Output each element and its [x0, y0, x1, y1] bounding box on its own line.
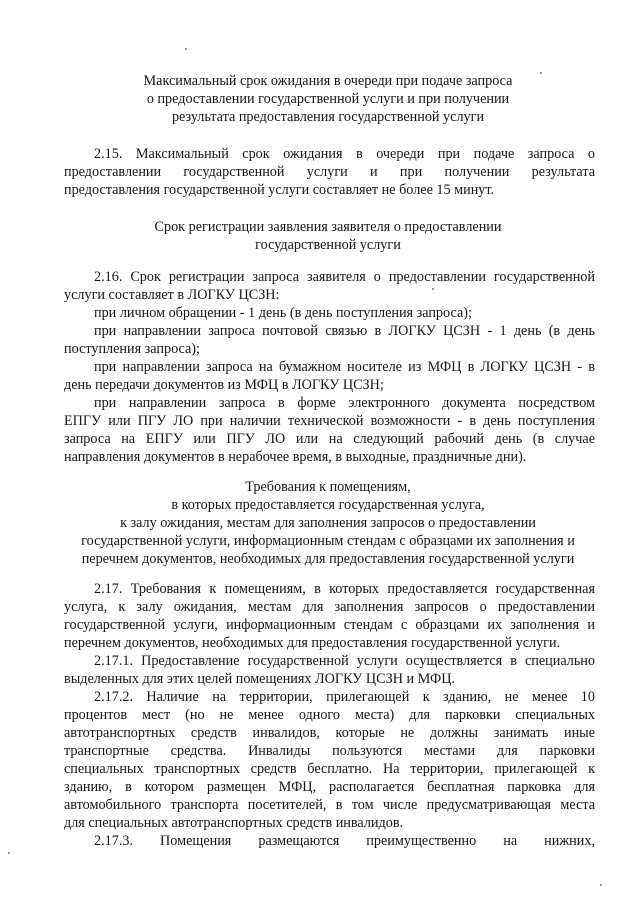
heading-line: государственной услуги, информационным стендам с образцами их заполнения и	[81, 533, 575, 549]
list-item-electronic-request	[64, 394, 595, 466]
paragraph-line: при направлении запроса на бумажном носителе из МФЦ в ЛОГКУ ЦСЗН - в	[94, 359, 595, 375]
paragraph-line: процентов мест (но не менее одного места) для парковки специальных	[64, 707, 595, 723]
paragraph-line: 2.17. Требования к помещениям, в которых предоставляется государственная	[94, 581, 595, 597]
scan-speck	[8, 852, 10, 854]
paragraph-2-16	[64, 268, 595, 304]
paragraph-line: при личном обращении - 1 день (в день поступления запроса);	[94, 305, 472, 321]
heading-line: государственной услуги	[255, 237, 401, 253]
heading-line: Максимальный срок ожидания в очереди при подаче запроса	[143, 73, 513, 89]
paragraph-line: услуги составляет в ЛОГКУ ЦСЗН:	[64, 287, 280, 303]
scan-speck	[540, 72, 542, 74]
heading-line: результата предоставления государственной услуги	[171, 109, 485, 125]
list-item-postal-request	[64, 322, 595, 358]
paragraph-line: поступления запроса);	[64, 341, 200, 357]
paragraph-line: автомобильного транспорта посетителей, в том числе предусматривающая места	[64, 797, 595, 813]
heading-line: в которых предоставляется государственная услуга,	[171, 497, 485, 513]
heading-line: Требования к помещениям,	[245, 479, 411, 495]
paragraph-line: выделенных для этих целей помещениях ЛОГКУ ЦСЗН и МФЦ.	[64, 671, 456, 687]
paragraph-line: для специальных автотранспортных средств инвалидов.	[64, 815, 404, 831]
heading-line: к залу ожидания, местам для заполнения запросов о предоставлении	[120, 515, 536, 531]
paragraph-2-17	[64, 580, 595, 652]
paragraph-line: 2.17.3. Помещения размещаются преимущественно на нижних,	[94, 833, 595, 849]
scan-speck	[185, 48, 187, 50]
section-heading-premises-requirements	[60, 478, 596, 568]
paragraph-line: направления документов в нерабочее время, в выходные, праздничные дни).	[64, 449, 527, 465]
paragraph-line: запроса на ЕПГУ или ПГУ ЛО или на следующий рабочий день (в случае	[64, 431, 595, 447]
paragraph-line: услуга, к залу ожидания, местам для заполнения запросов о предоставлении	[64, 599, 595, 615]
section-heading-queue-time	[60, 72, 596, 126]
paragraph-line: перечнем документов, необходимых для предоставления государственной услуги.	[64, 635, 561, 651]
paragraph-line: специальных транспортных средств бесплатно. На территории, прилегающей к	[64, 761, 595, 777]
heading-line: перечнем документов, необходимых для предоставления государственной услуги	[81, 551, 575, 567]
paragraph-2-17-3	[64, 832, 595, 850]
paragraph-line: государственной услуги, информационным стендам с образцами их заполнения и	[64, 617, 595, 633]
paragraph-line: предоставления государственной услуги составляет не более 15 минут.	[64, 182, 495, 198]
paragraph-line: день передачи документов из МФЦ в ЛОГКУ ЦСЗН;	[64, 377, 384, 393]
heading-line: Срок регистрации заявления заявителя о предоставлении	[154, 219, 502, 235]
scan-speck	[600, 884, 602, 886]
paragraph-line: 2.16. Срок регистрации запроса заявителя о предоставлении государственной	[94, 269, 595, 285]
scan-speck	[432, 288, 434, 290]
paragraph-line: 2.17.1. Предоставление государственной услуги осуществляется в специально	[94, 653, 595, 669]
paragraph-line: транспортные средства. Инвалиды пользуются местами для парковки	[64, 743, 595, 759]
paragraph-2-17-2	[64, 688, 595, 832]
paragraph-2-17-1	[64, 652, 595, 688]
list-item-paper-request-mfc	[64, 358, 595, 394]
paragraph-2-15	[64, 145, 595, 199]
paragraph-line: при направлении запроса в форме электронного документа посредством	[94, 395, 595, 411]
heading-line: о предоставлении государственной услуги и при получении	[146, 91, 510, 107]
paragraph-line: зданию, в котором размещен МФЦ, располагается бесплатная парковка для	[64, 779, 595, 795]
paragraph-line: предоставлении государственной услуги и при получении результата	[64, 164, 595, 180]
paragraph-line: при направлении запроса почтовой связью в ЛОГКУ ЦСЗН - 1 день (в день	[94, 323, 595, 339]
section-heading-registration-time	[60, 218, 596, 254]
paragraph-line: ЕПГУ или ПГУ ЛО при наличии технической возможности - в день поступления	[64, 413, 595, 429]
paragraph-line: 2.17.2. Наличие на территории, прилегающей к зданию, не менее 10	[94, 689, 595, 705]
paragraph-line: 2.15. Максимальный срок ожидания в очереди при подаче запроса о	[94, 146, 595, 162]
paragraph-line: автотранспортных средств инвалидов, которые не должны занимать иные	[64, 725, 595, 741]
list-item-personal-visit	[64, 304, 595, 322]
